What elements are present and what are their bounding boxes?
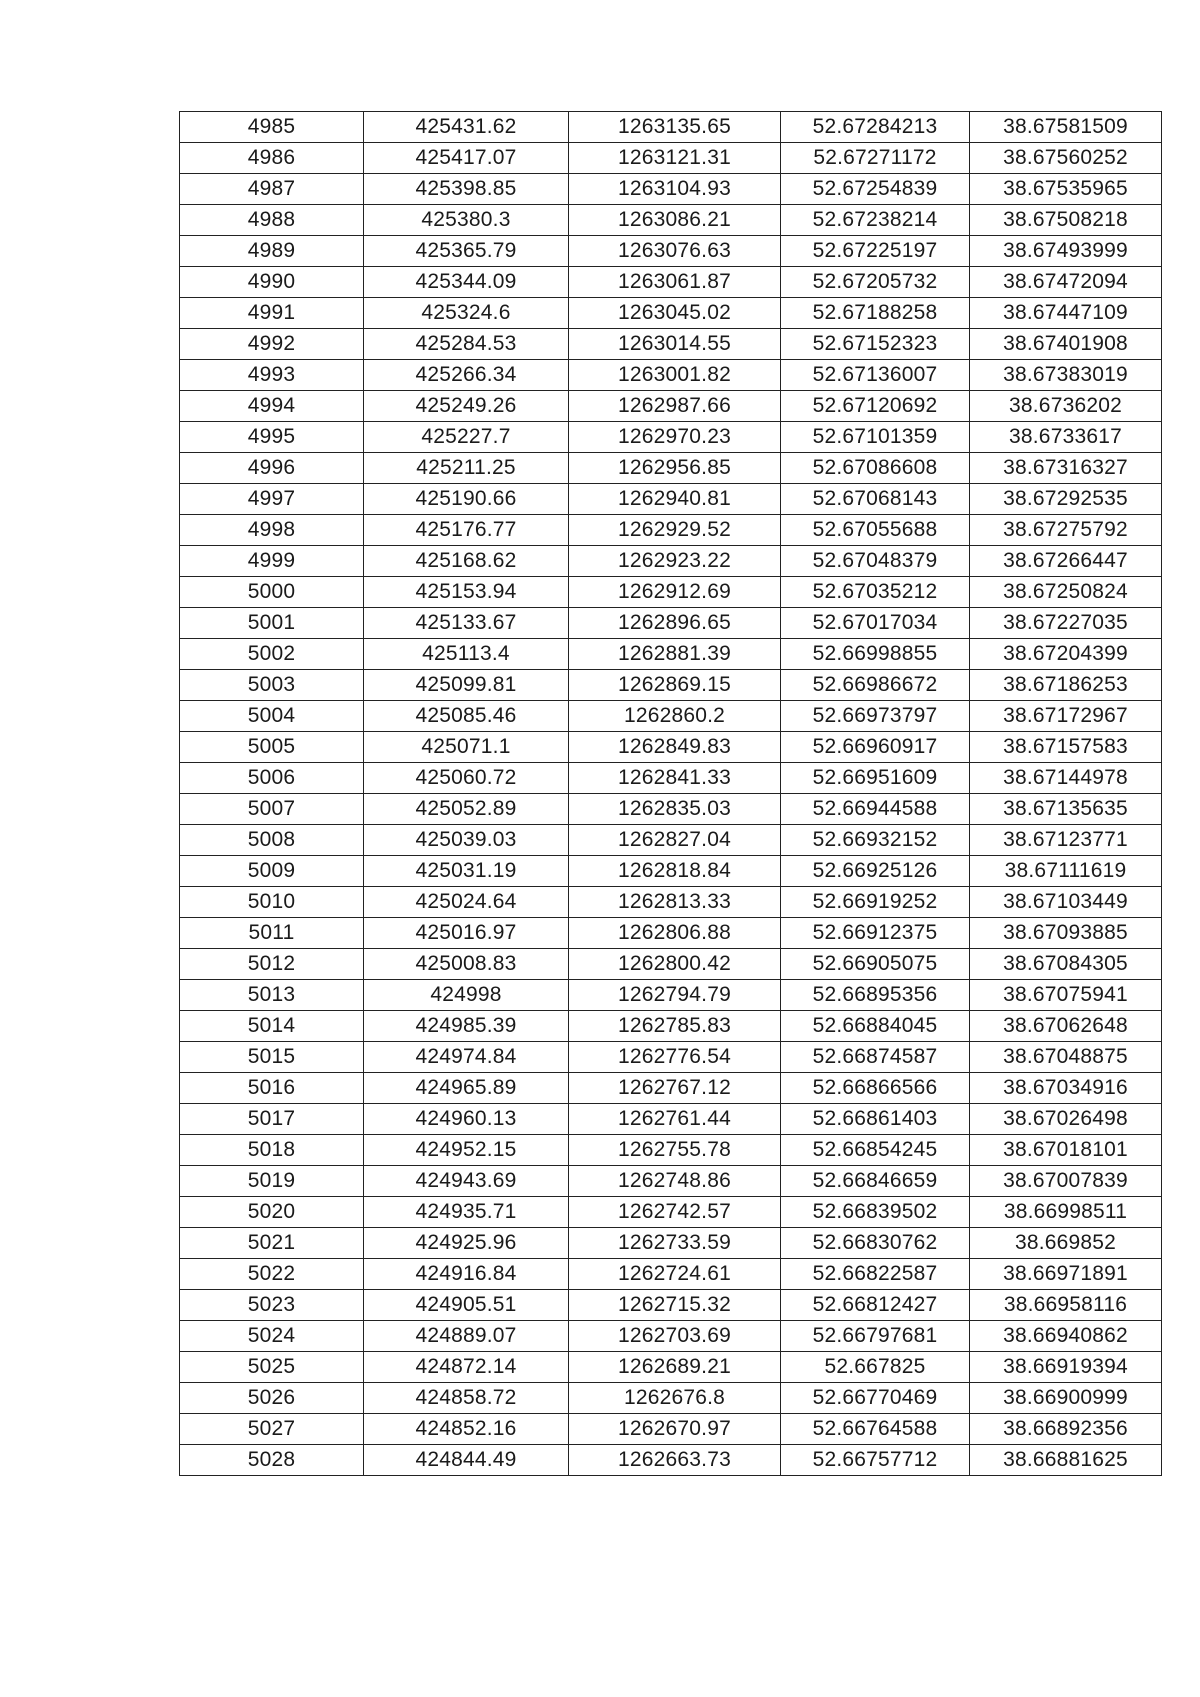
- point-number-cell: 4995: [180, 422, 364, 453]
- table-row: [180, 1042, 1162, 1073]
- x-coordinate-cell: 425211.25: [364, 453, 569, 484]
- x-coordinate-cell: 425380.3: [364, 205, 569, 236]
- point-number-cell: 4989: [180, 236, 364, 267]
- y-coordinate-cell: 1262818.84: [569, 856, 781, 887]
- point-number-cell: 4996: [180, 453, 364, 484]
- y-coordinate-cell: 1262776.54: [569, 1042, 781, 1073]
- table-row: [180, 515, 1162, 546]
- longitude-cell: 38.67493999: [970, 236, 1162, 267]
- x-coordinate-cell: 425168.62: [364, 546, 569, 577]
- y-coordinate-cell: 1262835.03: [569, 794, 781, 825]
- x-coordinate-cell: 424872.14: [364, 1352, 569, 1383]
- y-coordinate-cell: 1262912.69: [569, 577, 781, 608]
- x-coordinate-cell: 424925.96: [364, 1228, 569, 1259]
- point-number-cell: 5009: [180, 856, 364, 887]
- table-row: [180, 732, 1162, 763]
- latitude-cell: 52.66839502: [781, 1197, 970, 1228]
- coordinates-table: [179, 111, 1162, 1476]
- x-coordinate-cell: 425431.62: [364, 112, 569, 143]
- latitude-cell: 52.67017034: [781, 608, 970, 639]
- longitude-cell: 38.66998511: [970, 1197, 1162, 1228]
- y-coordinate-cell: 1263076.63: [569, 236, 781, 267]
- y-coordinate-cell: 1262689.21: [569, 1352, 781, 1383]
- latitude-cell: 52.67254839: [781, 174, 970, 205]
- table-row: [180, 267, 1162, 298]
- longitude-cell: 38.66900999: [970, 1383, 1162, 1414]
- latitude-cell: 52.66912375: [781, 918, 970, 949]
- longitude-cell: 38.67075941: [970, 980, 1162, 1011]
- longitude-cell: 38.67157583: [970, 732, 1162, 763]
- table-row: [180, 112, 1162, 143]
- latitude-cell: 52.67048379: [781, 546, 970, 577]
- table-row: [180, 205, 1162, 236]
- table-row: [180, 1011, 1162, 1042]
- latitude-cell: 52.67055688: [781, 515, 970, 546]
- table-row: [180, 1383, 1162, 1414]
- point-number-cell: 5003: [180, 670, 364, 701]
- longitude-cell: 38.67447109: [970, 298, 1162, 329]
- point-number-cell: 4999: [180, 546, 364, 577]
- coordinates-table-body: [180, 112, 1162, 1476]
- point-number-cell: 5010: [180, 887, 364, 918]
- point-number-cell: 5023: [180, 1290, 364, 1321]
- longitude-cell: 38.67018101: [970, 1135, 1162, 1166]
- longitude-cell: 38.66971891: [970, 1259, 1162, 1290]
- table-row: [180, 639, 1162, 670]
- table-row: [180, 1197, 1162, 1228]
- y-coordinate-cell: 1262956.85: [569, 453, 781, 484]
- longitude-cell: 38.67266447: [970, 546, 1162, 577]
- point-number-cell: 5024: [180, 1321, 364, 1352]
- table-row: [180, 391, 1162, 422]
- latitude-cell: 52.67101359: [781, 422, 970, 453]
- table-row: [180, 329, 1162, 360]
- y-coordinate-cell: 1262733.59: [569, 1228, 781, 1259]
- table-row: [180, 143, 1162, 174]
- x-coordinate-cell: 425052.89: [364, 794, 569, 825]
- longitude-cell: 38.67103449: [970, 887, 1162, 918]
- x-coordinate-cell: 424844.49: [364, 1445, 569, 1476]
- table-row: [180, 794, 1162, 825]
- longitude-cell: 38.66919394: [970, 1352, 1162, 1383]
- latitude-cell: 52.67136007: [781, 360, 970, 391]
- point-number-cell: 5014: [180, 1011, 364, 1042]
- table-row: [180, 1135, 1162, 1166]
- y-coordinate-cell: 1262663.73: [569, 1445, 781, 1476]
- point-number-cell: 5015: [180, 1042, 364, 1073]
- x-coordinate-cell: 425344.09: [364, 267, 569, 298]
- longitude-cell: 38.67401908: [970, 329, 1162, 360]
- latitude-cell: 52.67152323: [781, 329, 970, 360]
- x-coordinate-cell: 424960.13: [364, 1104, 569, 1135]
- x-coordinate-cell: 425039.03: [364, 825, 569, 856]
- y-coordinate-cell: 1262670.97: [569, 1414, 781, 1445]
- longitude-cell: 38.67084305: [970, 949, 1162, 980]
- x-coordinate-cell: 425024.64: [364, 887, 569, 918]
- longitude-cell: 38.66958116: [970, 1290, 1162, 1321]
- point-number-cell: 5008: [180, 825, 364, 856]
- y-coordinate-cell: 1262929.52: [569, 515, 781, 546]
- point-number-cell: 4988: [180, 205, 364, 236]
- x-coordinate-cell: 425016.97: [364, 918, 569, 949]
- table-row: [180, 174, 1162, 205]
- table-row: [180, 1352, 1162, 1383]
- longitude-cell: 38.6736202: [970, 391, 1162, 422]
- table-row: [180, 980, 1162, 1011]
- latitude-cell: 52.66757712: [781, 1445, 970, 1476]
- latitude-cell: 52.66830762: [781, 1228, 970, 1259]
- x-coordinate-cell: 424916.84: [364, 1259, 569, 1290]
- y-coordinate-cell: 1262813.33: [569, 887, 781, 918]
- latitude-cell: 52.67284213: [781, 112, 970, 143]
- table-row: [180, 701, 1162, 732]
- x-coordinate-cell: 425227.7: [364, 422, 569, 453]
- point-number-cell: 5012: [180, 949, 364, 980]
- latitude-cell: 52.66998855: [781, 639, 970, 670]
- table-row: [180, 484, 1162, 515]
- point-number-cell: 5028: [180, 1445, 364, 1476]
- point-number-cell: 5022: [180, 1259, 364, 1290]
- x-coordinate-cell: 425398.85: [364, 174, 569, 205]
- longitude-cell: 38.66881625: [970, 1445, 1162, 1476]
- table-row: [180, 608, 1162, 639]
- y-coordinate-cell: 1262923.22: [569, 546, 781, 577]
- longitude-cell: 38.67275792: [970, 515, 1162, 546]
- latitude-cell: 52.66895356: [781, 980, 970, 1011]
- latitude-cell: 52.66986672: [781, 670, 970, 701]
- longitude-cell: 38.67135635: [970, 794, 1162, 825]
- longitude-cell: 38.67093885: [970, 918, 1162, 949]
- point-number-cell: 5000: [180, 577, 364, 608]
- longitude-cell: 38.67227035: [970, 608, 1162, 639]
- point-number-cell: 4997: [180, 484, 364, 515]
- table-row: [180, 1445, 1162, 1476]
- point-number-cell: 4991: [180, 298, 364, 329]
- x-coordinate-cell: 425060.72: [364, 763, 569, 794]
- point-number-cell: 5004: [180, 701, 364, 732]
- latitude-cell: 52.67225197: [781, 236, 970, 267]
- point-number-cell: 5001: [180, 608, 364, 639]
- point-number-cell: 5006: [180, 763, 364, 794]
- longitude-cell: 38.67123771: [970, 825, 1162, 856]
- y-coordinate-cell: 1262827.04: [569, 825, 781, 856]
- y-coordinate-cell: 1262849.83: [569, 732, 781, 763]
- x-coordinate-cell: 425324.6: [364, 298, 569, 329]
- x-coordinate-cell: 425031.19: [364, 856, 569, 887]
- y-coordinate-cell: 1263045.02: [569, 298, 781, 329]
- longitude-cell: 38.67007839: [970, 1166, 1162, 1197]
- y-coordinate-cell: 1263121.31: [569, 143, 781, 174]
- table-row: [180, 298, 1162, 329]
- x-coordinate-cell: 424905.51: [364, 1290, 569, 1321]
- latitude-cell: 52.66874587: [781, 1042, 970, 1073]
- point-number-cell: 5025: [180, 1352, 364, 1383]
- y-coordinate-cell: 1262869.15: [569, 670, 781, 701]
- y-coordinate-cell: 1263086.21: [569, 205, 781, 236]
- x-coordinate-cell: 424952.15: [364, 1135, 569, 1166]
- latitude-cell: 52.66822587: [781, 1259, 970, 1290]
- x-coordinate-cell: 425190.66: [364, 484, 569, 515]
- point-number-cell: 4990: [180, 267, 364, 298]
- y-coordinate-cell: 1262881.39: [569, 639, 781, 670]
- table-row: [180, 1228, 1162, 1259]
- table-row: [180, 949, 1162, 980]
- y-coordinate-cell: 1262767.12: [569, 1073, 781, 1104]
- x-coordinate-cell: 424985.39: [364, 1011, 569, 1042]
- latitude-cell: 52.66932152: [781, 825, 970, 856]
- latitude-cell: 52.66884045: [781, 1011, 970, 1042]
- longitude-cell: 38.67316327: [970, 453, 1162, 484]
- table-row: [180, 1259, 1162, 1290]
- table-row: [180, 887, 1162, 918]
- point-number-cell: 5020: [180, 1197, 364, 1228]
- x-coordinate-cell: 424965.89: [364, 1073, 569, 1104]
- longitude-cell: 38.67186253: [970, 670, 1162, 701]
- y-coordinate-cell: 1263104.93: [569, 174, 781, 205]
- longitude-cell: 38.66892356: [970, 1414, 1162, 1445]
- latitude-cell: 52.67271172: [781, 143, 970, 174]
- x-coordinate-cell: 425249.26: [364, 391, 569, 422]
- y-coordinate-cell: 1262940.81: [569, 484, 781, 515]
- y-coordinate-cell: 1262761.44: [569, 1104, 781, 1135]
- point-number-cell: 4998: [180, 515, 364, 546]
- point-number-cell: 5016: [180, 1073, 364, 1104]
- x-coordinate-cell: 424858.72: [364, 1383, 569, 1414]
- x-coordinate-cell: 425365.79: [364, 236, 569, 267]
- x-coordinate-cell: 425153.94: [364, 577, 569, 608]
- x-coordinate-cell: 425099.81: [364, 670, 569, 701]
- latitude-cell: 52.66919252: [781, 887, 970, 918]
- y-coordinate-cell: 1262785.83: [569, 1011, 781, 1042]
- point-number-cell: 5002: [180, 639, 364, 670]
- latitude-cell: 52.67035212: [781, 577, 970, 608]
- table-row: [180, 1414, 1162, 1445]
- x-coordinate-cell: 425085.46: [364, 701, 569, 732]
- longitude-cell: 38.67026498: [970, 1104, 1162, 1135]
- point-number-cell: 5019: [180, 1166, 364, 1197]
- longitude-cell: 38.67292535: [970, 484, 1162, 515]
- table-row: [180, 1073, 1162, 1104]
- table-row: [180, 1321, 1162, 1352]
- x-coordinate-cell: 424943.69: [364, 1166, 569, 1197]
- point-number-cell: 5021: [180, 1228, 364, 1259]
- longitude-cell: 38.67172967: [970, 701, 1162, 732]
- latitude-cell: 52.66846659: [781, 1166, 970, 1197]
- table-row: [180, 763, 1162, 794]
- point-number-cell: 5007: [180, 794, 364, 825]
- table-row: [180, 825, 1162, 856]
- table-row: [180, 236, 1162, 267]
- longitude-cell: 38.66940862: [970, 1321, 1162, 1352]
- point-number-cell: 5013: [180, 980, 364, 1011]
- y-coordinate-cell: 1263135.65: [569, 112, 781, 143]
- latitude-cell: 52.66764588: [781, 1414, 970, 1445]
- y-coordinate-cell: 1262748.86: [569, 1166, 781, 1197]
- point-number-cell: 5026: [180, 1383, 364, 1414]
- y-coordinate-cell: 1262841.33: [569, 763, 781, 794]
- longitude-cell: 38.67034916: [970, 1073, 1162, 1104]
- latitude-cell: 52.66960917: [781, 732, 970, 763]
- x-coordinate-cell: 424935.71: [364, 1197, 569, 1228]
- latitude-cell: 52.66866566: [781, 1073, 970, 1104]
- table-row: [180, 577, 1162, 608]
- x-coordinate-cell: 425417.07: [364, 143, 569, 174]
- x-coordinate-cell: 425176.77: [364, 515, 569, 546]
- y-coordinate-cell: 1262715.32: [569, 1290, 781, 1321]
- longitude-cell: 38.669852: [970, 1228, 1162, 1259]
- latitude-cell: 52.67238214: [781, 205, 970, 236]
- longitude-cell: 38.67250824: [970, 577, 1162, 608]
- x-coordinate-cell: 425071.1: [364, 732, 569, 763]
- x-coordinate-cell: 425113.4: [364, 639, 569, 670]
- longitude-cell: 38.67204399: [970, 639, 1162, 670]
- point-number-cell: 4992: [180, 329, 364, 360]
- latitude-cell: 52.66944588: [781, 794, 970, 825]
- table-row: [180, 918, 1162, 949]
- point-number-cell: 5027: [180, 1414, 364, 1445]
- x-coordinate-cell: 424974.84: [364, 1042, 569, 1073]
- x-coordinate-cell: 424998: [364, 980, 569, 1011]
- x-coordinate-cell: 425008.83: [364, 949, 569, 980]
- longitude-cell: 38.67383019: [970, 360, 1162, 391]
- y-coordinate-cell: 1262896.65: [569, 608, 781, 639]
- y-coordinate-cell: 1262742.57: [569, 1197, 781, 1228]
- y-coordinate-cell: 1262676.8: [569, 1383, 781, 1414]
- latitude-cell: 52.66905075: [781, 949, 970, 980]
- latitude-cell: 52.67188258: [781, 298, 970, 329]
- point-number-cell: 4994: [180, 391, 364, 422]
- table-row: [180, 453, 1162, 484]
- table-row: [180, 422, 1162, 453]
- y-coordinate-cell: 1262987.66: [569, 391, 781, 422]
- latitude-cell: 52.67120692: [781, 391, 970, 422]
- longitude-cell: 38.6733617: [970, 422, 1162, 453]
- point-number-cell: 4987: [180, 174, 364, 205]
- longitude-cell: 38.67062648: [970, 1011, 1162, 1042]
- longitude-cell: 38.67111619: [970, 856, 1162, 887]
- longitude-cell: 38.67048875: [970, 1042, 1162, 1073]
- latitude-cell: 52.67068143: [781, 484, 970, 515]
- x-coordinate-cell: 425266.34: [364, 360, 569, 391]
- point-number-cell: 5017: [180, 1104, 364, 1135]
- y-coordinate-cell: 1262794.79: [569, 980, 781, 1011]
- longitude-cell: 38.67144978: [970, 763, 1162, 794]
- x-coordinate-cell: 425284.53: [364, 329, 569, 360]
- point-number-cell: 4986: [180, 143, 364, 174]
- latitude-cell: 52.66812427: [781, 1290, 970, 1321]
- table-row: [180, 1290, 1162, 1321]
- table-row: [180, 360, 1162, 391]
- x-coordinate-cell: 425133.67: [364, 608, 569, 639]
- table-row: [180, 546, 1162, 577]
- point-number-cell: 4993: [180, 360, 364, 391]
- longitude-cell: 38.67535965: [970, 174, 1162, 205]
- longitude-cell: 38.67508218: [970, 205, 1162, 236]
- latitude-cell: 52.66770469: [781, 1383, 970, 1414]
- latitude-cell: 52.66797681: [781, 1321, 970, 1352]
- point-number-cell: 5005: [180, 732, 364, 763]
- latitude-cell: 52.67086608: [781, 453, 970, 484]
- latitude-cell: 52.66925126: [781, 856, 970, 887]
- latitude-cell: 52.66973797: [781, 701, 970, 732]
- latitude-cell: 52.66951609: [781, 763, 970, 794]
- longitude-cell: 38.67472094: [970, 267, 1162, 298]
- y-coordinate-cell: 1262800.42: [569, 949, 781, 980]
- x-coordinate-cell: 424889.07: [364, 1321, 569, 1352]
- point-number-cell: 5018: [180, 1135, 364, 1166]
- y-coordinate-cell: 1262703.69: [569, 1321, 781, 1352]
- y-coordinate-cell: 1262970.23: [569, 422, 781, 453]
- point-number-cell: 4985: [180, 112, 364, 143]
- table-row: [180, 1166, 1162, 1197]
- y-coordinate-cell: 1263001.82: [569, 360, 781, 391]
- y-coordinate-cell: 1262724.61: [569, 1259, 781, 1290]
- latitude-cell: 52.66854245: [781, 1135, 970, 1166]
- latitude-cell: 52.66861403: [781, 1104, 970, 1135]
- y-coordinate-cell: 1262806.88: [569, 918, 781, 949]
- y-coordinate-cell: 1262860.2: [569, 701, 781, 732]
- longitude-cell: 38.67581509: [970, 112, 1162, 143]
- y-coordinate-cell: 1263061.87: [569, 267, 781, 298]
- table-row: [180, 856, 1162, 887]
- latitude-cell: 52.667825: [781, 1352, 970, 1383]
- longitude-cell: 38.67560252: [970, 143, 1162, 174]
- y-coordinate-cell: 1262755.78: [569, 1135, 781, 1166]
- point-number-cell: 5011: [180, 918, 364, 949]
- y-coordinate-cell: 1263014.55: [569, 329, 781, 360]
- latitude-cell: 52.67205732: [781, 267, 970, 298]
- table-row: [180, 670, 1162, 701]
- table-row: [180, 1104, 1162, 1135]
- x-coordinate-cell: 424852.16: [364, 1414, 569, 1445]
